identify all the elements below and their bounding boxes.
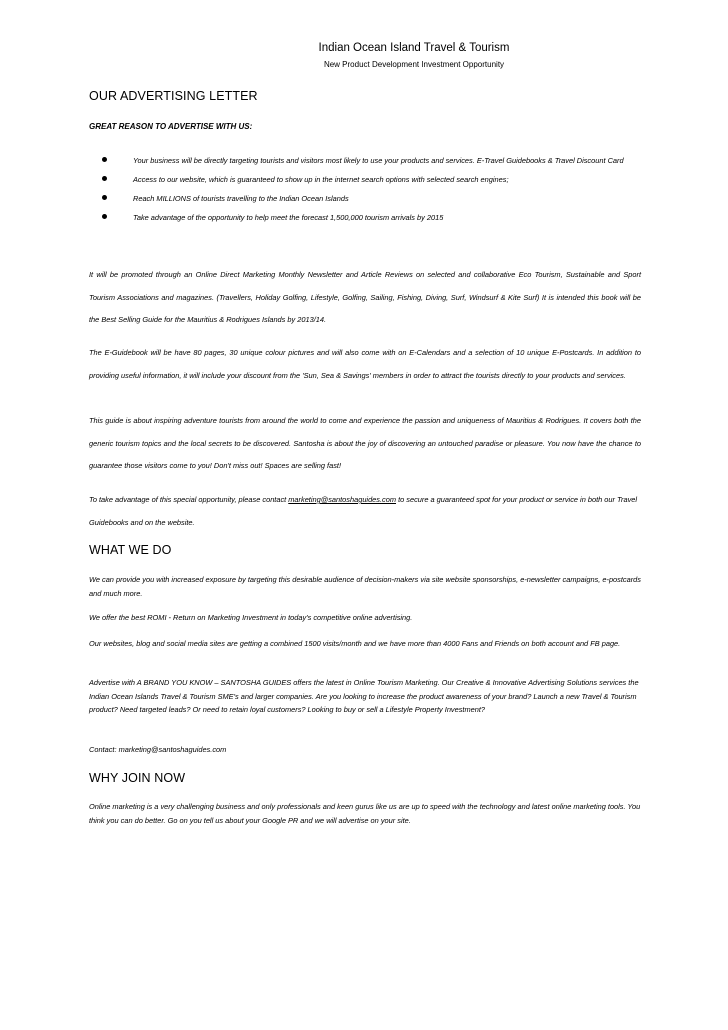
document-title: Indian Ocean Island Travel & Tourism [318, 42, 510, 54]
advertising-letter-heading: OUR ADVERTISING LETTER [89, 89, 258, 103]
advertise-reason-lead: GREAT REASON TO ADVERTISE WITH US: [89, 122, 253, 131]
brand-paragraph: Advertise with A BRAND YOU KNOW – SANTOSHA GUIDES offers the latest in Online Tourism Marketing. Our Creative & Innovative Advertising Solutions services the Indian Ocean Islands Travel & Tourism SME's and larger companies. Are you looking to increase the product awareness of your brand? Launch a new Travel & Tourism product? Need targeted leads? Or need to retain loyal customers? Looking to buy or sell a Lifestyle Property Investment? [89, 678, 639, 714]
list-item: Reach MILLIONS of tourists travelling to the Indian Ocean Islands [89, 189, 649, 208]
list-item: Access to our website, which is guaranteed to show up in the internet search options with selected search engines; [89, 170, 649, 189]
email-link[interactable]: marketing@santoshaguides.com [288, 495, 397, 504]
document-subtitle: New Product Development Investment Opportunity [323, 60, 505, 69]
contact-line: Contact: marketing@santoshaguides.com [89, 745, 227, 754]
exposure-paragraph: We can provide you with increased exposure by targeting this desirable audience of decision-makers via site website sponsorships, e-newsletter campaigns, e-postcards and much more. [89, 575, 641, 598]
romi-paragraph: We offer the best ROMI - Return on Marketing Investment in today's competitive online advertising. [89, 613, 413, 622]
why-join-heading: WHY JOIN NOW [89, 771, 186, 785]
inspiration-paragraph: This guide is about inspiring adventure tourists from around the world to come and experience the passion and uniqueness of Mauritius & Rodrigues. It covers both the generic tourism topics and the local secrets to be discovered. Santosha is about the joy of discovering an untouched paradise or pleasure. You now have the chance to guarantee those visitors come to you! Don't miss out! Spaces are selling fast! [89, 416, 641, 470]
bullet-icon [102, 195, 107, 200]
eguidebook-paragraph: The E-Guidebook will be have 80 pages, 30 unique colour pictures and will also come with on E-Calendars and a selection of 10 unique E-Postcards. In addition to providing useful information, it will include your discount from the 'Sun, Sea & Savings' members in order to attract the tourists directly to your products and services. [89, 348, 641, 380]
bullet-icon [102, 157, 107, 162]
bullet-icon [102, 214, 107, 219]
reasons-list [89, 151, 649, 227]
list-item: Your business will be directly targeting tourists and visitors most likely to use your products and services. E-Travel Guidebooks & Travel Discount Card [89, 151, 649, 170]
bullet-icon [102, 176, 107, 181]
contact-paragraph: To take advantage of this special opportunity, please contact marketing@santoshaguides.com to secure a guaranteed spot for your product or service in both our Travel Guidebooks and on the website. [89, 495, 638, 527]
visits-paragraph: Our websites, blog and social media sites are getting a combined 1500 visits/month and we have more than 4000 Fans and Friends on both account and FB page. [89, 639, 621, 648]
why-join-paragraph: Online marketing is a very challenging business and only professionals and keen gurus like us are up to speed with the technology and latest online marketing tools. You think you can do better. Go on you tell us about your Google PR and we will advertise on your site. [89, 802, 641, 825]
promotion-paragraph: It will be promoted through an Online Direct Marketing Monthly Newsletter and Article Reviews on selected and collaborative Eco Tourism, Sustainable and Sport Tourism Associations and magazines. (Travellers, Holiday Golfing, Lifestyle, Golfing, Sailing, Fishing, Diving, Surf, Windsurf & Kite Surf) It is intended this book will be the Best Selling Guide for the Mauritius & Rodrigues Islands by 2013/14. [89, 270, 641, 324]
what-we-do-heading: WHAT WE DO [89, 543, 172, 557]
list-item: Take advantage of the opportunity to help meet the forecast 1,500,000 tourism arrivals by 2015 [89, 208, 649, 227]
